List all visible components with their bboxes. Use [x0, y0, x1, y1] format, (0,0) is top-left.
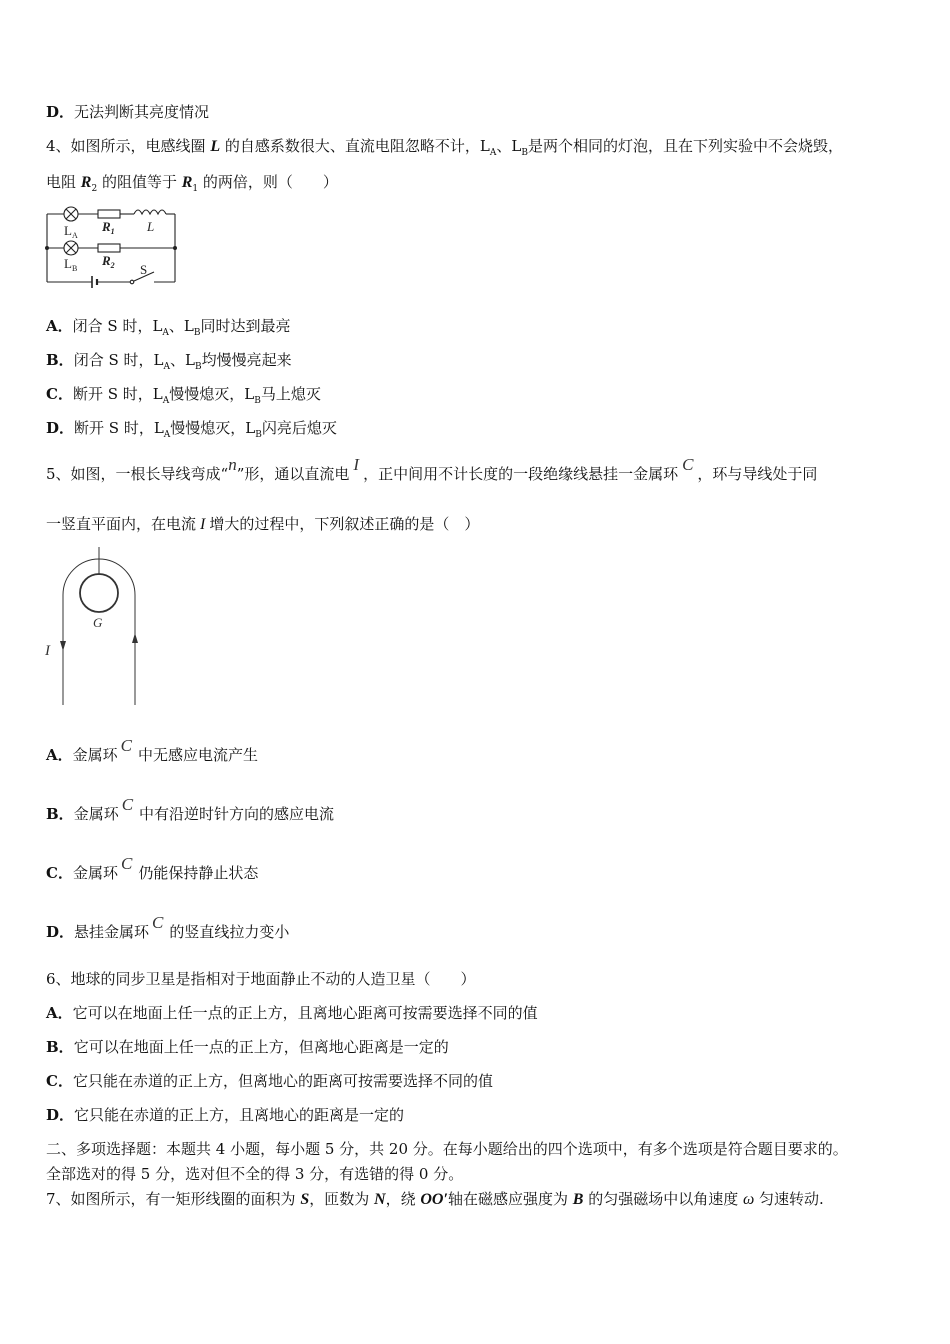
option-text: 闭合 S 时，L — [72, 317, 163, 335]
text: 7、如图所示，有一矩形线圈的面积为 — [46, 1190, 301, 1208]
option-text: 中有沿逆时针方向的感应电流 — [139, 805, 335, 823]
text: 的自感系数很大、直流电阻忽略不计，L — [220, 137, 490, 155]
option-label: B． — [46, 805, 74, 823]
q5-wire-ring-diagram — [40, 545, 150, 710]
subscript: B — [254, 396, 261, 406]
subscript: A — [162, 328, 169, 338]
resistor-r2-icon — [98, 244, 120, 252]
option-label: D． — [46, 923, 75, 941]
option-label: B． — [46, 351, 74, 369]
option-text: 慢慢熄灭，L — [169, 385, 255, 403]
text: 的匀强磁场中以角速度 — [583, 1190, 743, 1208]
metal-ring-icon — [80, 574, 118, 612]
symbol-R: R — [80, 174, 92, 191]
label-lb: $L_B$ — [64, 256, 78, 273]
q4-option-d — [46, 418, 337, 445]
q5-option-b — [46, 795, 335, 824]
text: ，正中间用不计长度的一段绝缘线悬挂一金属环 — [363, 465, 679, 483]
option-label: C． — [46, 864, 73, 882]
option-text: 的竖直线拉力变小 — [169, 923, 290, 941]
label-r2: $R_2$ — [102, 253, 115, 270]
symbol-axis: OO′ — [420, 1191, 448, 1208]
arrow-down-icon — [60, 641, 66, 651]
symbol-R: R — [181, 174, 193, 191]
q4-option-c — [46, 384, 321, 411]
symbol-N: N — [374, 1191, 386, 1208]
text: 的两倍，则（ ） — [198, 173, 338, 191]
symbol-n: n — [228, 455, 237, 474]
section2-heading-line2 — [46, 1164, 463, 1184]
option-text: 它可以在地面上任一点的正上方，但离地心距离是一定的 — [73, 1038, 449, 1056]
label-i: I — [45, 643, 50, 659]
option-label: C． — [46, 1072, 73, 1090]
option-text: 金属环 — [72, 746, 118, 764]
symbol-L: L — [210, 138, 221, 155]
q5-option-c — [46, 854, 259, 883]
label-la: $L_A$ — [64, 223, 78, 240]
subscript: B — [193, 328, 201, 338]
text: ，匝数为 — [309, 1190, 375, 1208]
symbol-S: S — [300, 1191, 310, 1208]
q6-option-d — [46, 1105, 404, 1125]
q4-stem-line2 — [46, 172, 338, 199]
symbol-C: C — [152, 913, 164, 932]
resistor-r1-icon — [98, 210, 120, 218]
option-text: 断开 S 时，L — [72, 385, 163, 403]
symbol-omega: ω — [742, 1191, 755, 1208]
subscript: 1 — [192, 184, 199, 194]
option-text: 闪亮后熄灭 — [261, 419, 337, 437]
option-label: D． — [46, 103, 75, 121]
subscript: A — [163, 430, 171, 440]
option-text: 马上熄灭 — [260, 385, 321, 403]
label-s: S — [140, 262, 148, 277]
option-text: 均慢慢亮起来 — [201, 351, 292, 369]
text: 二、多项选择题：本题共 4 小题，每小题 5 分，共 20 分。在每小题给出的四个选项中，有多个选项是符合题目要求的。 — [46, 1140, 848, 1158]
option-text: 悬挂金属环 — [74, 923, 150, 941]
symbol-C: C — [121, 795, 134, 814]
text: 增大的过程中，下列叙述正确的是（ ） — [209, 515, 480, 533]
text: 、L — [496, 137, 522, 155]
q5-option-a — [46, 736, 259, 765]
text: 电阻 — [46, 173, 81, 191]
q6-option-c — [46, 1071, 493, 1091]
n-shaped-wire — [63, 559, 135, 705]
symbol-C: C — [682, 455, 694, 474]
text: 5、如图，一根长导线弯成“ — [46, 465, 229, 483]
arrow-up-icon — [132, 633, 138, 643]
q4-circuit-diagram — [42, 202, 182, 292]
option-text: 、L — [169, 351, 195, 369]
symbol-I: I — [353, 455, 360, 474]
subscript: A — [489, 148, 497, 158]
text: ，环与导线处于同 — [697, 465, 818, 483]
text: 一竖直平面内，在电流 — [46, 515, 197, 533]
q5-stem-line2 — [46, 514, 479, 535]
option-text: 断开 S 时，L — [74, 419, 164, 437]
option-label: C． — [46, 385, 73, 403]
subscript: 2 — [91, 184, 98, 194]
q5-option-d — [46, 913, 290, 942]
text: 4、如图所示，电感线圈 — [46, 137, 211, 155]
label-g: G — [93, 615, 103, 630]
text: 是两个相同的灯泡，且在下列实验中不会烧毁， — [527, 137, 843, 155]
symbol-I: I — [200, 516, 206, 533]
q4-option-a — [46, 316, 291, 343]
option-text: 中无感应电流产生 — [138, 746, 259, 764]
option-text: 金属环 — [72, 864, 118, 882]
option-text: 仍能保持静止状态 — [138, 864, 259, 882]
option-text: 无法判断其亮度情况 — [74, 103, 210, 121]
inductor-icon — [134, 210, 166, 214]
option-label: A． — [46, 317, 73, 335]
q4-option-b — [46, 350, 292, 377]
q3-option-d — [46, 102, 209, 122]
option-text: 慢慢熄灭，L — [170, 419, 256, 437]
q6-option-b — [46, 1037, 449, 1057]
q6-option-a — [46, 1003, 538, 1023]
symbol-C: C — [120, 854, 133, 873]
option-label: D． — [46, 419, 75, 437]
subscript: A — [163, 362, 170, 372]
option-text: 同时达到最亮 — [200, 317, 291, 335]
option-label: D． — [46, 1106, 75, 1124]
option-label: A． — [46, 746, 73, 764]
option-label: A． — [46, 1004, 73, 1022]
text: 的阻值等于 — [97, 173, 182, 191]
label-r1: $R_1$ — [102, 219, 115, 236]
text: ”形，通以直流电 — [236, 465, 350, 483]
q5-stem-line1 — [46, 455, 818, 484]
label-l: L — [147, 219, 155, 234]
subscript: B — [194, 362, 202, 372]
option-text: 、L — [168, 317, 194, 335]
q7-stem — [46, 1189, 824, 1210]
symbol-B: B — [572, 1191, 584, 1208]
text: 6、地球的同步卫星是指相对于地面静止不动的人造卫星（ ） — [46, 970, 476, 988]
option-text: 金属环 — [73, 805, 119, 823]
text: 轴在磁感应强度为 — [447, 1190, 573, 1208]
option-text: 它只能在赤道的正上方，但离地心的距离可按需要选择不同的值 — [72, 1072, 493, 1090]
q4-stem-line1 — [46, 136, 843, 163]
option-text: 它可以在地面上任一点的正上方，且离地心距离可按需要选择不同的值 — [72, 1004, 538, 1022]
subscript: B — [255, 430, 262, 440]
option-label: B． — [46, 1038, 74, 1056]
section2-heading-line1 — [46, 1139, 848, 1159]
text: ，绕 — [385, 1190, 421, 1208]
option-text: 闭合 S 时，L — [73, 351, 164, 369]
option-text: 它只能在赤道的正上方，且离地心的距离是一定的 — [74, 1106, 405, 1124]
q6-stem — [46, 969, 476, 989]
text: 匀速转动. — [754, 1190, 824, 1208]
symbol-C: C — [120, 736, 132, 755]
subscript: B — [521, 148, 528, 158]
subscript: A — [162, 396, 170, 406]
text: 全部选对的得 5 分，选对但不全的得 3 分，有选错的得 0 分。 — [46, 1165, 464, 1183]
